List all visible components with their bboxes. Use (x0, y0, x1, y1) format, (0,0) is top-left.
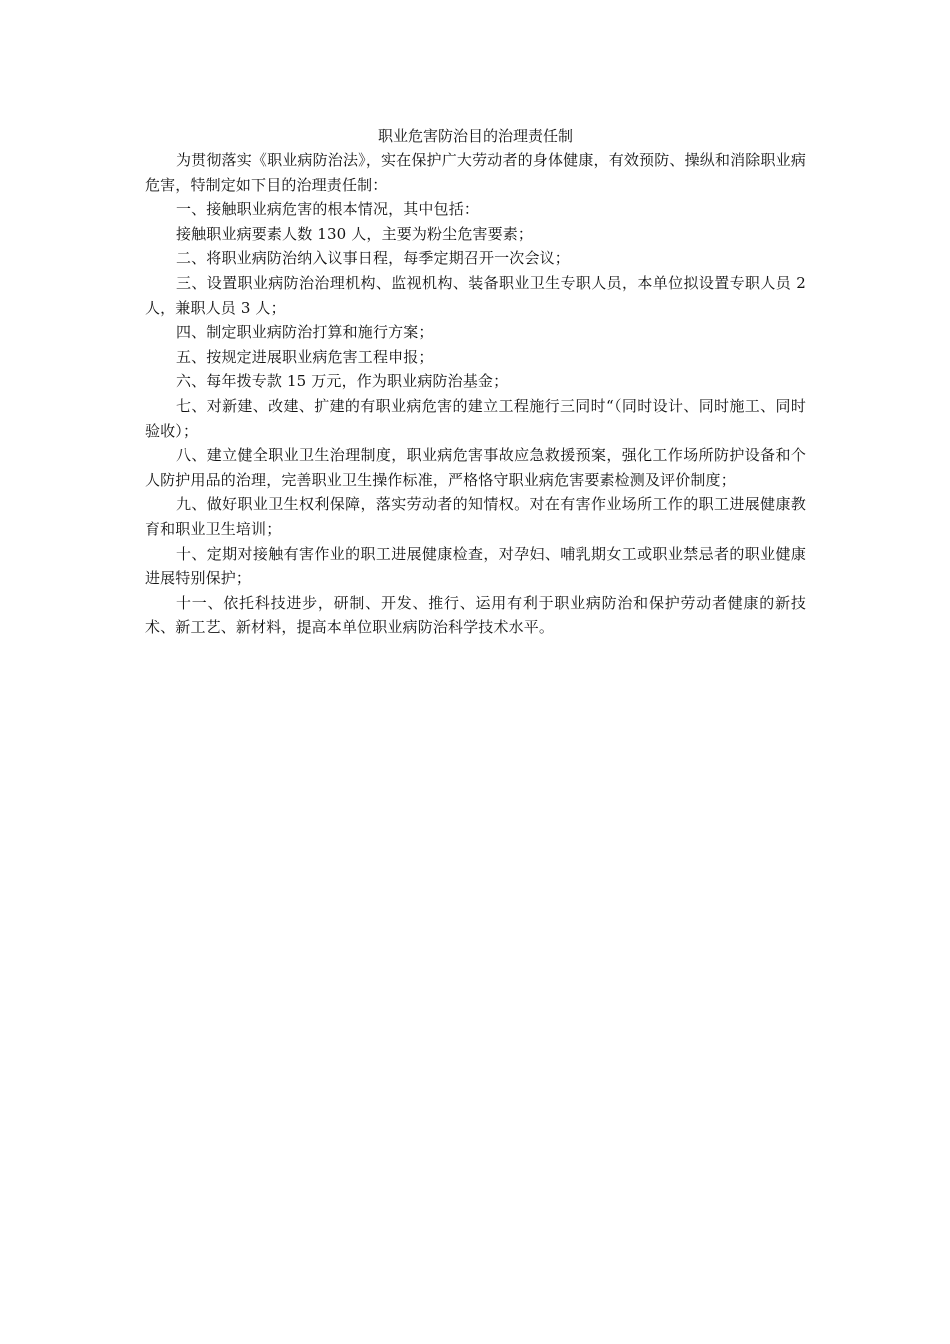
paragraph-item-6: 六、每年拨专款 15 万元，作为职业病防治基金； (176, 372, 509, 391)
paragraph-item-4: 四、制定职业病防治打算和施行方案； (176, 323, 434, 342)
paragraph-item-8: 八、建立健全职业卫生治理制度，职业病危害事故应急救援预案，强化工作场所防护设备和个人防护用品的治理，完善职业卫生操作标准，严格恪守职业病危害要素检测及评价制度； (145, 446, 806, 489)
paragraph-item-10: 十、定期对接触有害作业的职工进展健康检查，对孕妇、哺乳期女工或职业禁忌者的职业健康进展特别保护； (145, 544, 806, 588)
paragraph-item-7: 七、对新建、改建、扩建的有职业病危害的建立工程施行三同时“（同时设计、同时施工、同时验收）； (145, 396, 806, 440)
paragraph-intro: 为贯彻落实《职业病防治法》，实在保护广大劳动者的身体健康，有效预防、操纵和消除职业病危害，特制定如下目的治理责任制： (145, 151, 806, 194)
paragraph-item-9: 九、做好职业卫生权利保障，落实劳动者的知情权。对在有害作业场所工作的职工进展健康教育和职业卫生培训； (145, 495, 806, 538)
paragraph-item-11: 十一、依托科技进步，研制、开发、推行、运用有利于职业病防治和保护劳动者健康的新技术、新工艺、新材料，提高本单位职业病防治科学技术水平。 (145, 593, 806, 637)
paragraph-item-5: 五、按规定进展职业病危害工程申报； (176, 347, 434, 366)
document-body (145, 148, 806, 640)
document-title: 职业危害防治目的治理责任制 (377, 127, 573, 145)
document-page (145, 124, 806, 640)
paragraph-item-2: 二、将职业病防治纳入议事日程，每季定期召开一次会议； (176, 249, 570, 268)
paragraph-item-3: 三、设置职业病防治治理机构、监视机构、装备职业卫生专职人员，本单位拟设置专职人员 2 人，兼职人员 3 人； (145, 273, 806, 317)
paragraph-item-1: 一、接触职业病危害的根本情况，其中包括： (176, 200, 480, 219)
paragraph-item-1-detail: 接触职业病要素人数 130 人，主要为粉尘危害要素； (176, 224, 534, 243)
